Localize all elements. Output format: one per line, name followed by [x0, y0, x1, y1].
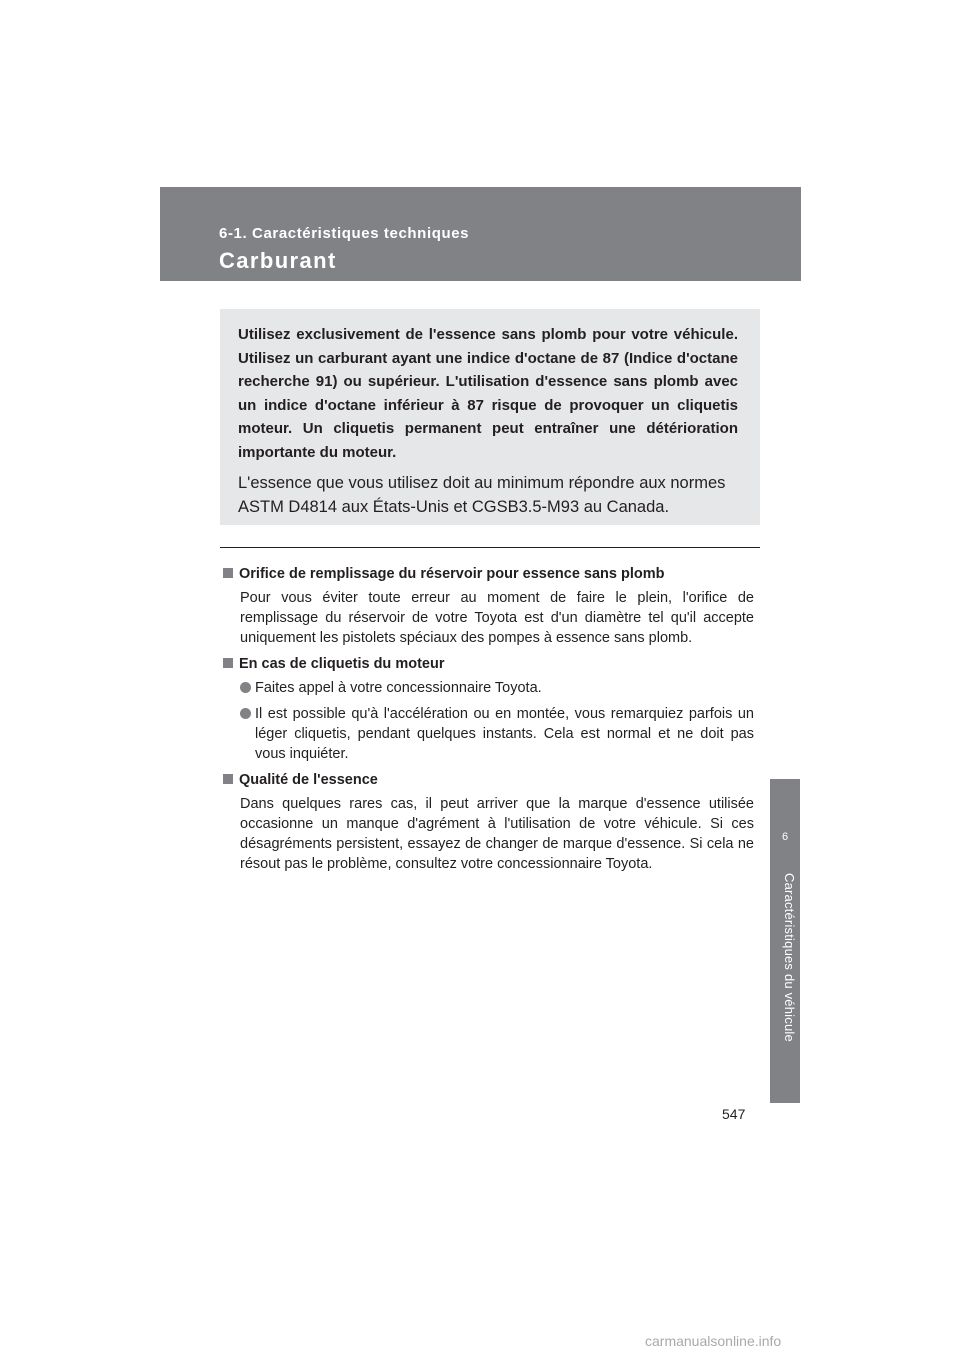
summary-box — [220, 309, 760, 525]
circle-bullet-icon — [240, 708, 251, 719]
section-fuel-quality — [223, 770, 754, 874]
bullet-item — [240, 678, 754, 698]
section-heading — [223, 770, 754, 790]
section-heading-text: Orifice de remplissage du réservoir pour essence sans plomb — [239, 566, 665, 582]
square-bullet-icon — [223, 568, 233, 578]
bullet-text: Faites appel à votre concessionnaire Toyota. — [255, 680, 542, 696]
section-label: 6-1. Caractéristiques techniques — [219, 225, 470, 242]
page-number: 547 — [722, 1106, 746, 1122]
section-paragraph: Pour vous éviter toute erreur au moment de faire le plein, l'orifice de remplissage du réservoir de votre Toyota est d'un diamètre tel qu'il accepte uniquement les pistolets spéciaux des pompes à essence sans plomb. — [240, 590, 754, 646]
section-filler-neck — [223, 564, 754, 648]
bullet-text: Il est possible qu'à l'accélération ou en montée, vous remarquiez parfois un léger cliquetis, pendant quelques instants. Cela est normal et ne doit pas vous inquiéter. — [255, 706, 754, 762]
section-heading — [223, 564, 754, 584]
summary-bold-text: Utilisez exclusivement de l'essence sans plomb pour votre véhicule. Utilisez un carburant ayant une indice d'octane de 87 (Indice d'octane recherche 91) ou supérieur. L'utilisation d'essence sans plomb avec un indice d'octane inférieur à 87 risque de provoquer un cliquetis moteur. Un cliquetis permanent peut entraîner une détérioration importante du moteur. — [238, 326, 738, 461]
divider — [220, 547, 760, 548]
bullet-item — [240, 704, 754, 764]
summary-normal-text: L'essence que vous utilisez doit au minimum répondre aux normes ASTM D4814 aux États-Unis et CGSB3.5-M93 au Canada. — [238, 474, 726, 516]
chapter-title: Caractéristiques du véhicule — [782, 873, 797, 1042]
square-bullet-icon — [223, 774, 233, 784]
content — [223, 564, 754, 880]
chapter-side-tab — [770, 779, 800, 1103]
square-bullet-icon — [223, 658, 233, 668]
page-title: Carburant — [219, 248, 337, 273]
header-band — [160, 187, 801, 281]
section-engine-knocking — [223, 654, 754, 764]
section-heading-text: Qualité de l'essence — [239, 772, 378, 788]
circle-bullet-icon — [240, 682, 251, 693]
section-heading — [223, 654, 754, 674]
watermark: carmanualsonline.info — [645, 1333, 782, 1349]
section-paragraph: Dans quelques rares cas, il peut arriver que la marque d'essence utilisée occasionne un manque d'agrément à l'utilisation de votre véhicule. Si ces désagréments persistent, essayez de changer de marque d'essence. Si cela ne résout pas le problème, consultez votre concessionnaire Toyota. — [240, 796, 754, 872]
chapter-number: 6 — [781, 831, 789, 843]
section-heading-text: En cas de cliquetis du moteur — [239, 656, 445, 672]
